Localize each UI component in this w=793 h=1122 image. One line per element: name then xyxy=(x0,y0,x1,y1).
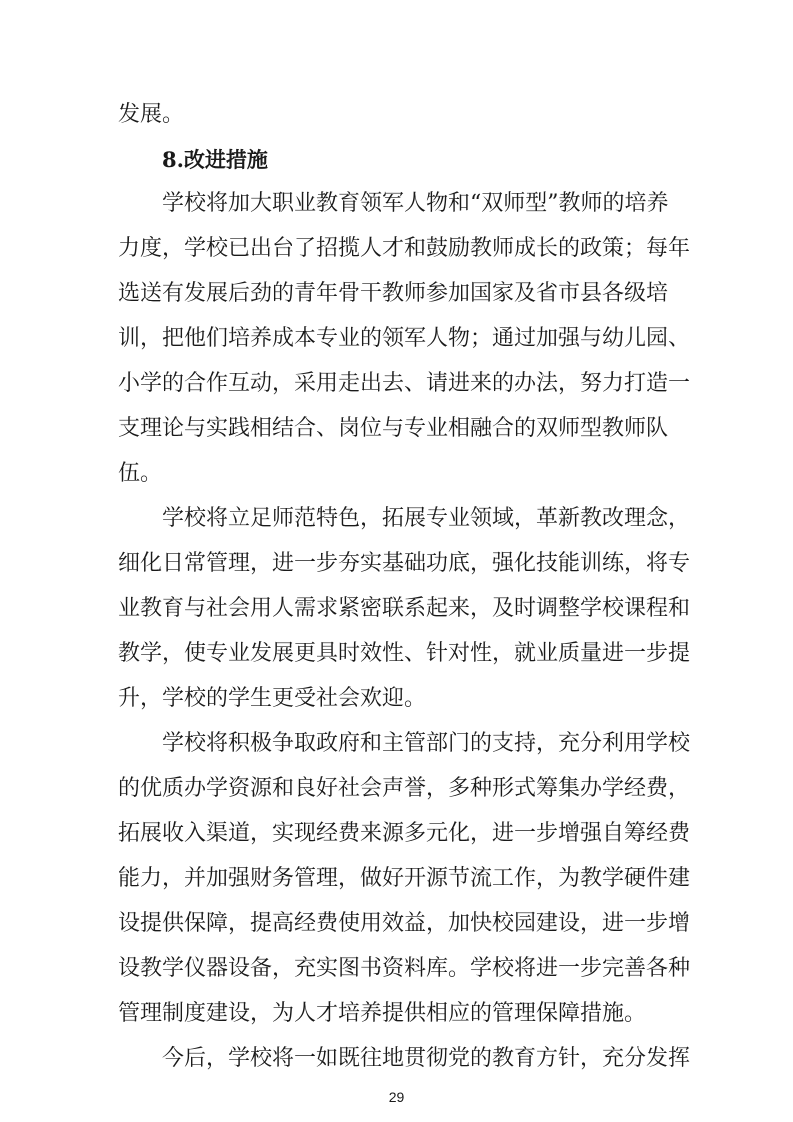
paragraph-line: 升，学校的学生更受社会欢迎。 xyxy=(118,686,427,711)
page-number: 29 xyxy=(388,1089,405,1105)
paragraph-line: 今后，学校将一如既往地贯彻党的教育方针，充分发挥 xyxy=(162,1046,691,1071)
paragraph-line: 支理论与实践相结合、岗位与专业相融合的双师型教师队 xyxy=(118,416,669,441)
paragraph-line: 伍。 xyxy=(118,461,163,486)
paragraph-line: 选送有发展后劲的青年骨干教师参加国家及省市县各级培 xyxy=(118,281,669,306)
paragraph-line: 学校将立足师范特色，拓展专业领域，革新教改理念， xyxy=(162,506,691,531)
paragraph-line: 小学的合作互动，采用走出去、请进来的办法，努力打造一 xyxy=(118,371,691,396)
paragraph-line: 能力，并加强财务管理，做好开源节流工作，为教学硬件建 xyxy=(118,866,691,891)
paragraph-line: 学校将加大职业教育领军人物和“双师型”教师的培养 xyxy=(162,191,669,216)
paragraph-line: 细化日常管理，进一步夯实基础功底，强化技能训练，将专 xyxy=(118,551,691,576)
paragraph-line: 学校将积极争取政府和主管部门的支持，充分利用学校 xyxy=(162,731,691,756)
paragraph-line: 教学，使专业发展更具时效性、针对性，就业质量进一步提 xyxy=(118,641,691,666)
paragraph-line: 拓展收入渠道，实现经费来源多元化，进一步增强自筹经费 xyxy=(118,821,691,846)
continuation-line: 发展。 xyxy=(118,102,185,127)
paragraph-line: 设教学仪器设备，充实图书资料库。学校将进一步完善各种 xyxy=(118,956,691,981)
paragraph-line: 力度，学校已出台了招揽人才和鼓励教师成长的政策；每年 xyxy=(118,236,691,261)
paragraph-line: 设提供保障，提高经费使用效益，加快校园建设，进一步增 xyxy=(118,911,691,936)
paragraph-line: 管理制度建设，为人才培养提供相应的管理保障措施。 xyxy=(118,1001,647,1026)
paragraph-line: 训，把他们培养成本专业的领军人物；通过加强与幼儿园、 xyxy=(118,326,691,351)
paragraph-line: 的优质办学资源和良好社会声誉，多种形式筹集办学经费， xyxy=(118,776,691,801)
section-heading: 8.改进措施 xyxy=(162,147,268,172)
paragraph-line: 业教育与社会用人需求紧密联系起来，及时调整学校课程和 xyxy=(118,596,691,621)
